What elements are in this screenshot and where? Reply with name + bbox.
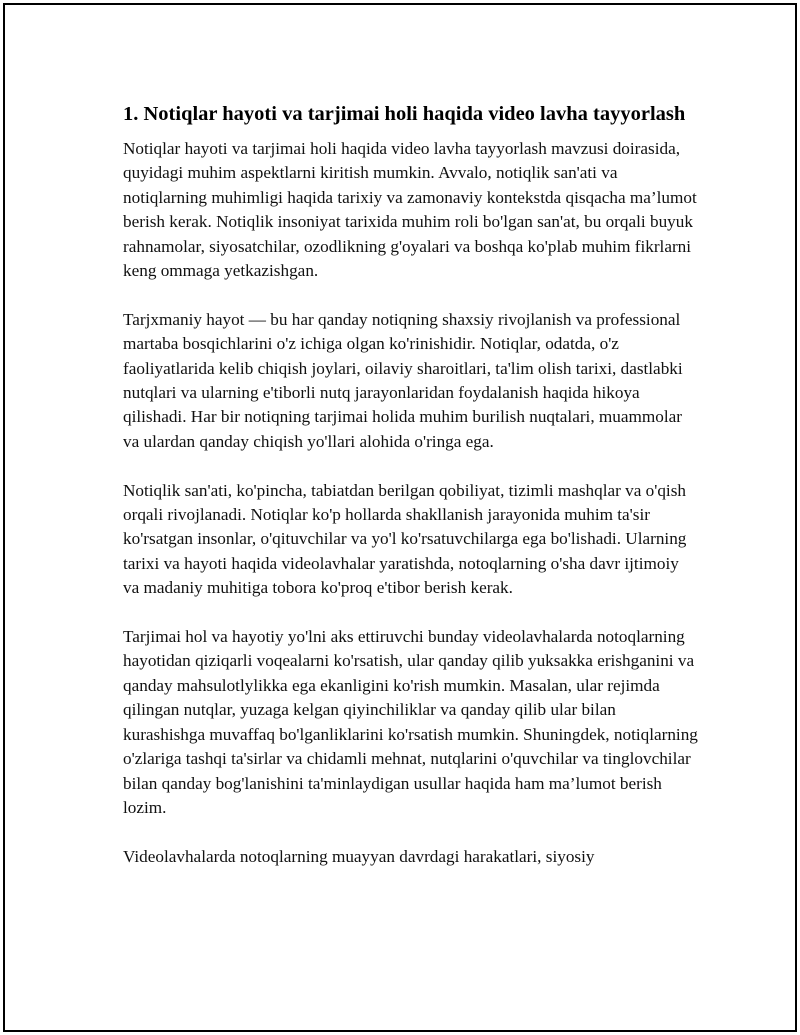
paragraph-2: Tarjxmaniy hayot — bu har qanday notiqning shaxsiy rivojlanish va professional martaba bosqichlarini o'z ichiga olgan ko'rinishidir. Notiqlar, odatda, o'z faoliyatlarida kelib chiqish joylari, oilaviy sharoitlari, ta'lim olish tarixi, dastlabki nutqlari va ularning e'tiborli nutq jarayonlaridan foydalanish haqida hikoya qilishadi. Har bir notiqning tarjimai holida muhim burilish nuqtalari, muammolar va ulardan qanday chiqish yo'llari alohida o'ringa ega.	[123, 309, 683, 451]
page-frame	[3, 3, 797, 1032]
paragraph-5: Videolavhalarda notoqlarning muayyan davrdagi harakatlari, siyosiy	[123, 846, 595, 866]
section-heading: 1. Notiqlar hayoti va tarjimai holi haqida video lavha tayyorlash	[123, 103, 686, 125]
paragraph-4: Tarjimai hol va hayotiy yo'lni aks ettiruvchi bunday videolavhalarda notoqlarning hayotidan qiziqarli voqealarni ko'rsatish, ular qanday qilib yuksakka erishganini va qanday mahsulotlylikka ega ekanligini ko'rish mumkin. Masalan, ular rejimda qilingan nutqlar, yuzaga kelgan qiyinchiliklar va qanday qilib ular bilan kurashishga muvaffaq bo'lganliklarini ko'rsatish mumkin. Shuningdek, notiqlarning o'zlariga tashqi ta'sirlar va chidamli mehnat, nutqlarini o'quvchilar va tinglovchilar bilan qanday bog'lanishini ta'minlaydigan usullar haqida ham ma’lumot berish lozim.	[123, 627, 698, 817]
paragraph-1: Notiqlar hayoti va tarjimai holi haqida video lavha tayyorlash mavzusi doirasida, quyidagi muhim aspektlarni kiritish mumkin. Avvalo, notiqlik san'ati va notiqlarning muhimligi haqida tarixiy va zamonaviy kontekstda qisqacha ma’lumot berish kerak. Notiqlik insoniyat tarixida muhim roli bo'lgan san'at, bu orqali buyuk rahnamolar, siyosatchilar, ozodlikning g'oyalari va boshqa ko'plab muhim fikrlarni keng ommaga yetkazishgan.	[123, 139, 697, 281]
paragraph-3: Notiqlik san'ati, ko'pincha, tabiatdan berilgan qobiliyat, tizimli mashqlar va o'qish orqali rivojlanadi. Notiqlar ko'p hollarda shakllanish jarayonida muhim ta'sir ko'rsatgan insonlar, o'qituvchilar va yo'l ko'rsatuvchilarga ega bo'lishadi. Ularning tarixi va hayoti haqida videolavhalar yaratishda, notoqlarning o'sha davr ijtimoiy va madaniy muhitiga tobora ko'proq e'tibor berish kerak.	[123, 480, 687, 598]
document-body	[123, 100, 698, 894]
